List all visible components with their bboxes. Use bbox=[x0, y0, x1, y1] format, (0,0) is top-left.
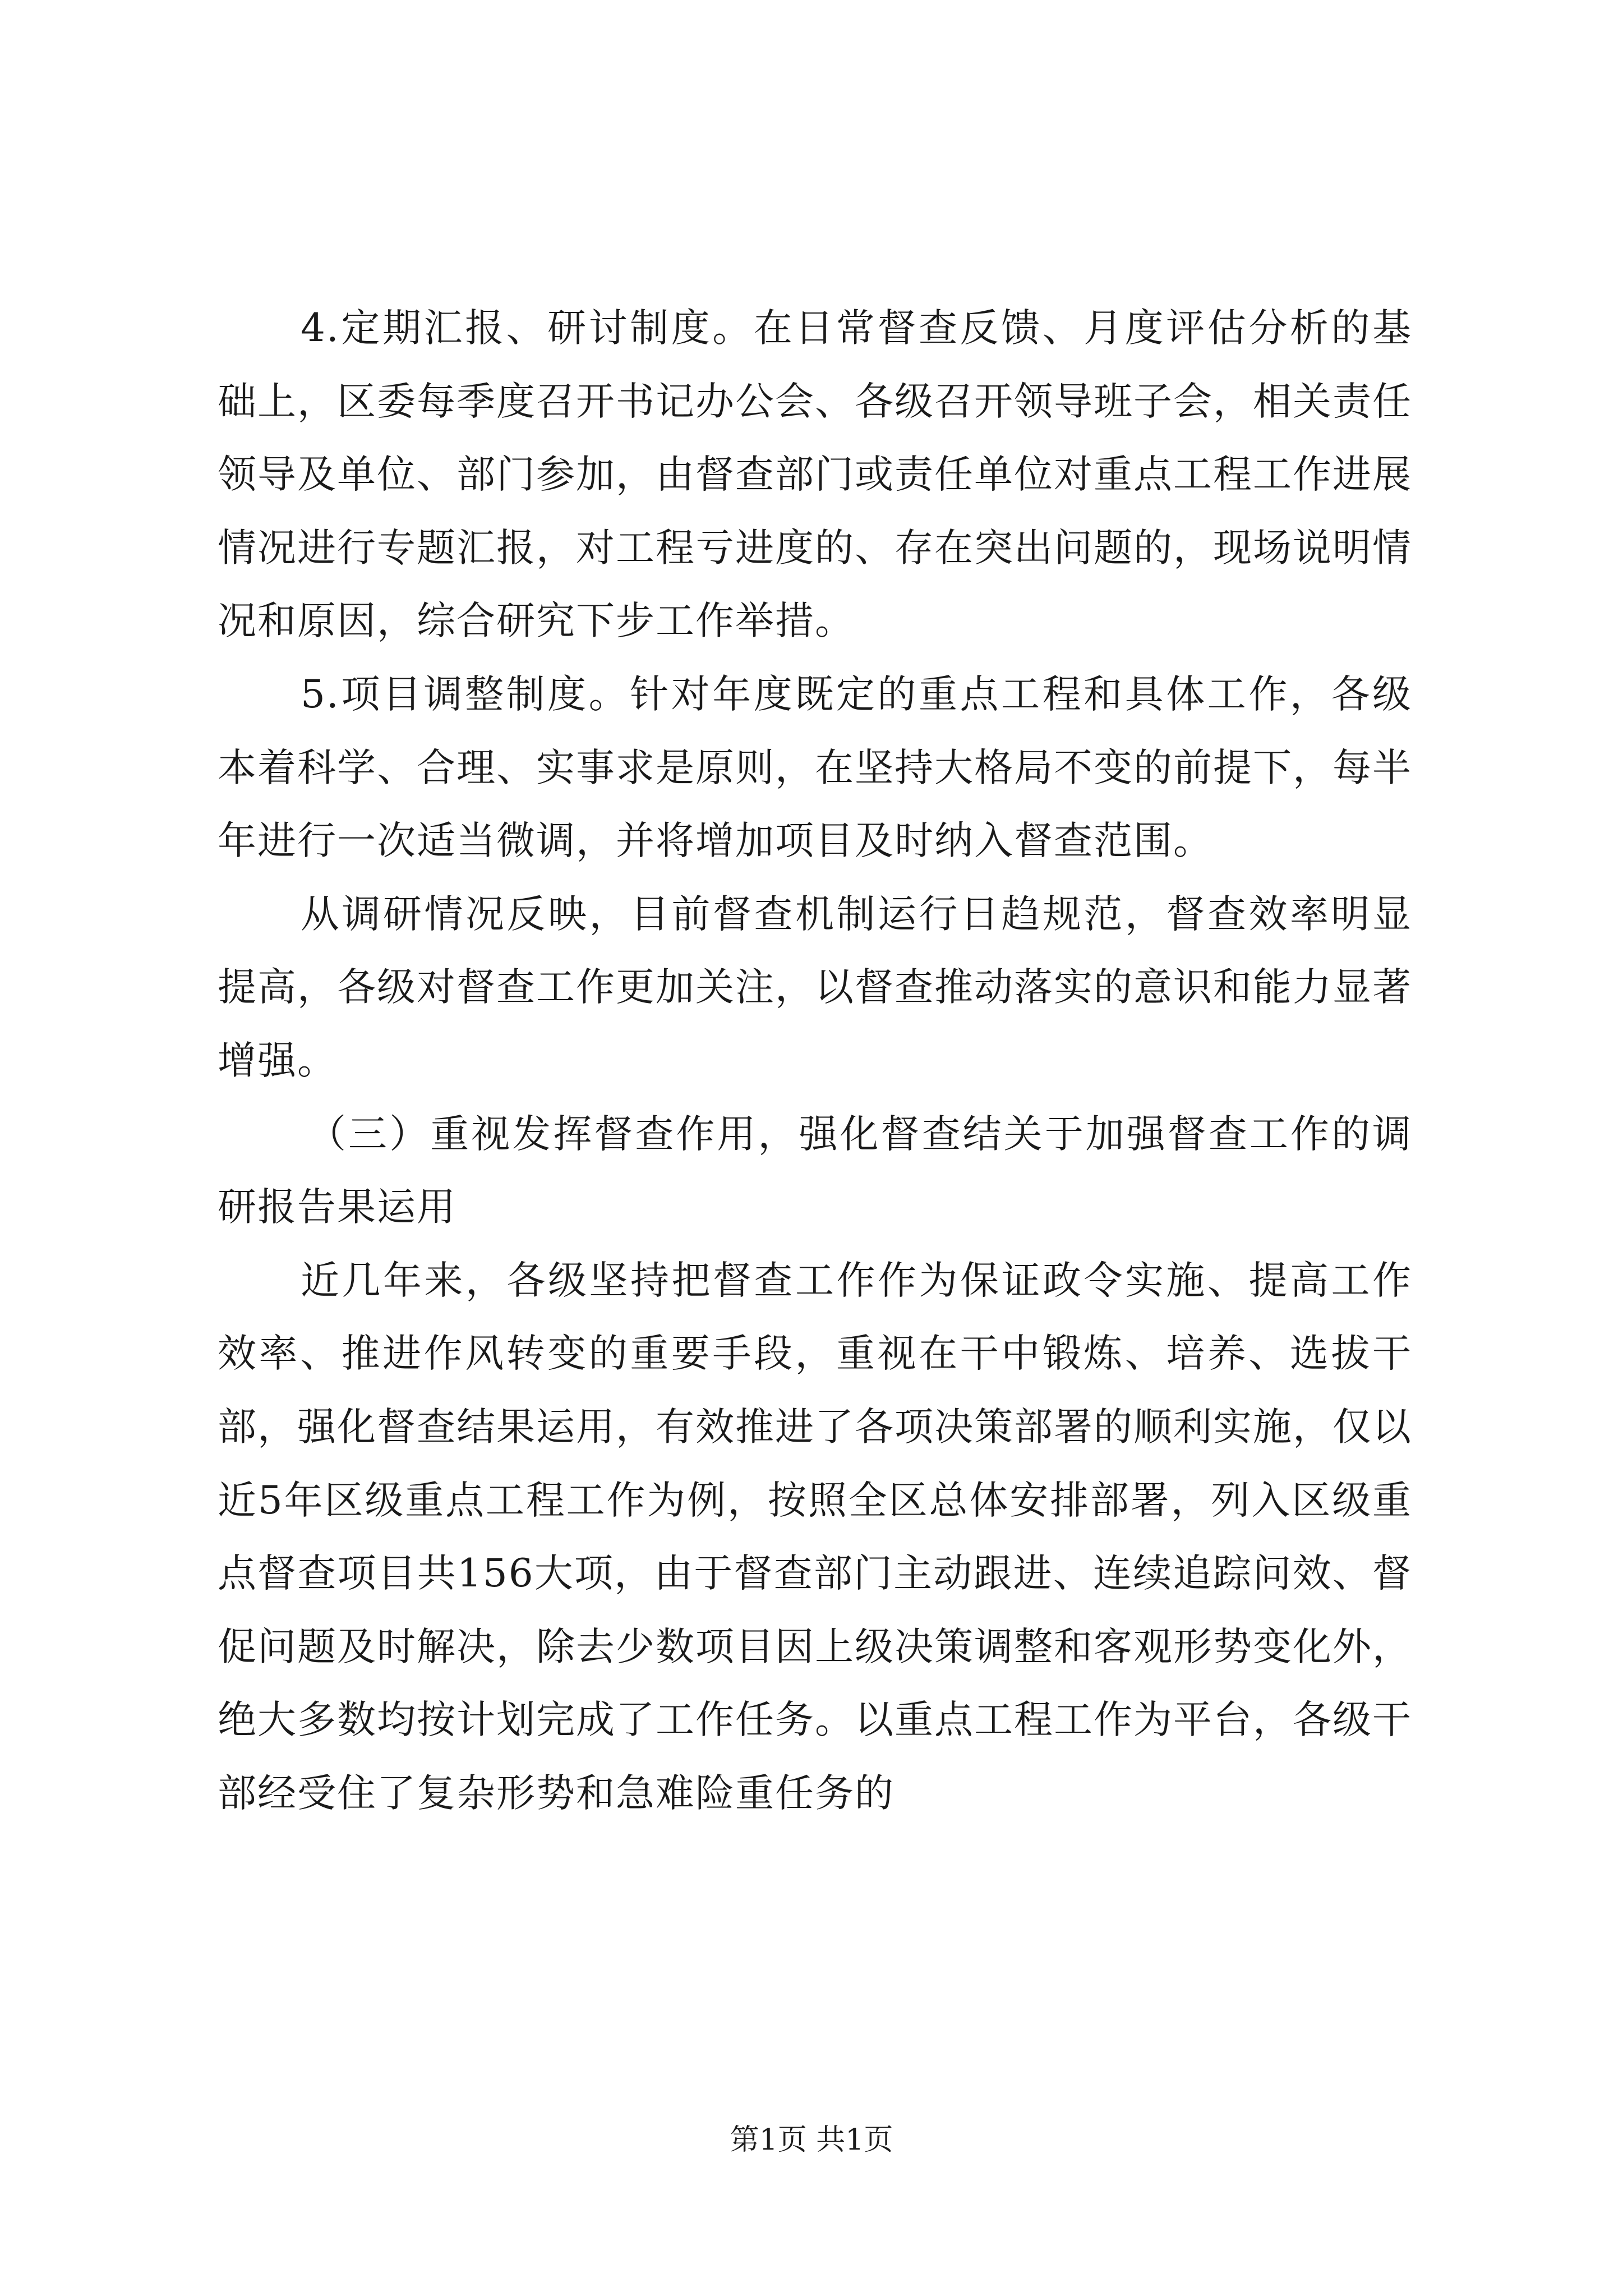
page-footer: 第1页 共1页 bbox=[730, 2123, 893, 2157]
paragraph-project-adjustment: 5.项目调整制度。针对年度既定的重点工程和具体工作，各级本着科学、合理、实事求是原则，在坚持大格局不变的前提下，每半年进行一次适当微调，并将增加项目及时纳入督查范围。 bbox=[218, 671, 1412, 864]
paragraph-survey-findings: 从调研情况反映，目前督查机制运行日趋规范，督查效率明显提高，各级对督查工作更加关注，以督查推动落实的意识和能力显著增强。 bbox=[218, 891, 1412, 1083]
section-heading: （三）重视发挥督查作用，强化督查结关于加强督查工作的调研报告果运用 bbox=[218, 1111, 1412, 1230]
document-body bbox=[218, 292, 1412, 1830]
paragraph-recent-years: 近几年来，各级坚持把督查工作作为保证政令实施、提高工作效率、推进作风转变的重要手段，重视在干中锻炼、培养、选拔干部，强化督查结果运用，有效推进了各项决策部署的顺利实施，仅以近5年区级重点工程工作为例，按照全区总体安排部署，列入区级重点督查项目共156大项，由于督查部门主动跟进、连续追踪问效、督促问题及时解决，除去少数项目因上级决策调整和客观形势变化外，绝大多数均按计划完成了工作任务。以重点工程工作为平台，各级干部经受住了复杂形势和急难险重任务的 bbox=[218, 1258, 1412, 1816]
paragraph-reporting-system: 4.定期汇报、研讨制度。在日常督查反馈、月度评估分析的基础上，区委每季度召开书记办公会、各级召开领导班子会，相关责任领导及单位、部门参加，由督查部门或责任单位对重点工程工作进展情况进行专题汇报，对工程亏进度的、存在突出问题的，现场说明情况和原因，综合研究下步工作举措。 bbox=[218, 306, 1412, 644]
